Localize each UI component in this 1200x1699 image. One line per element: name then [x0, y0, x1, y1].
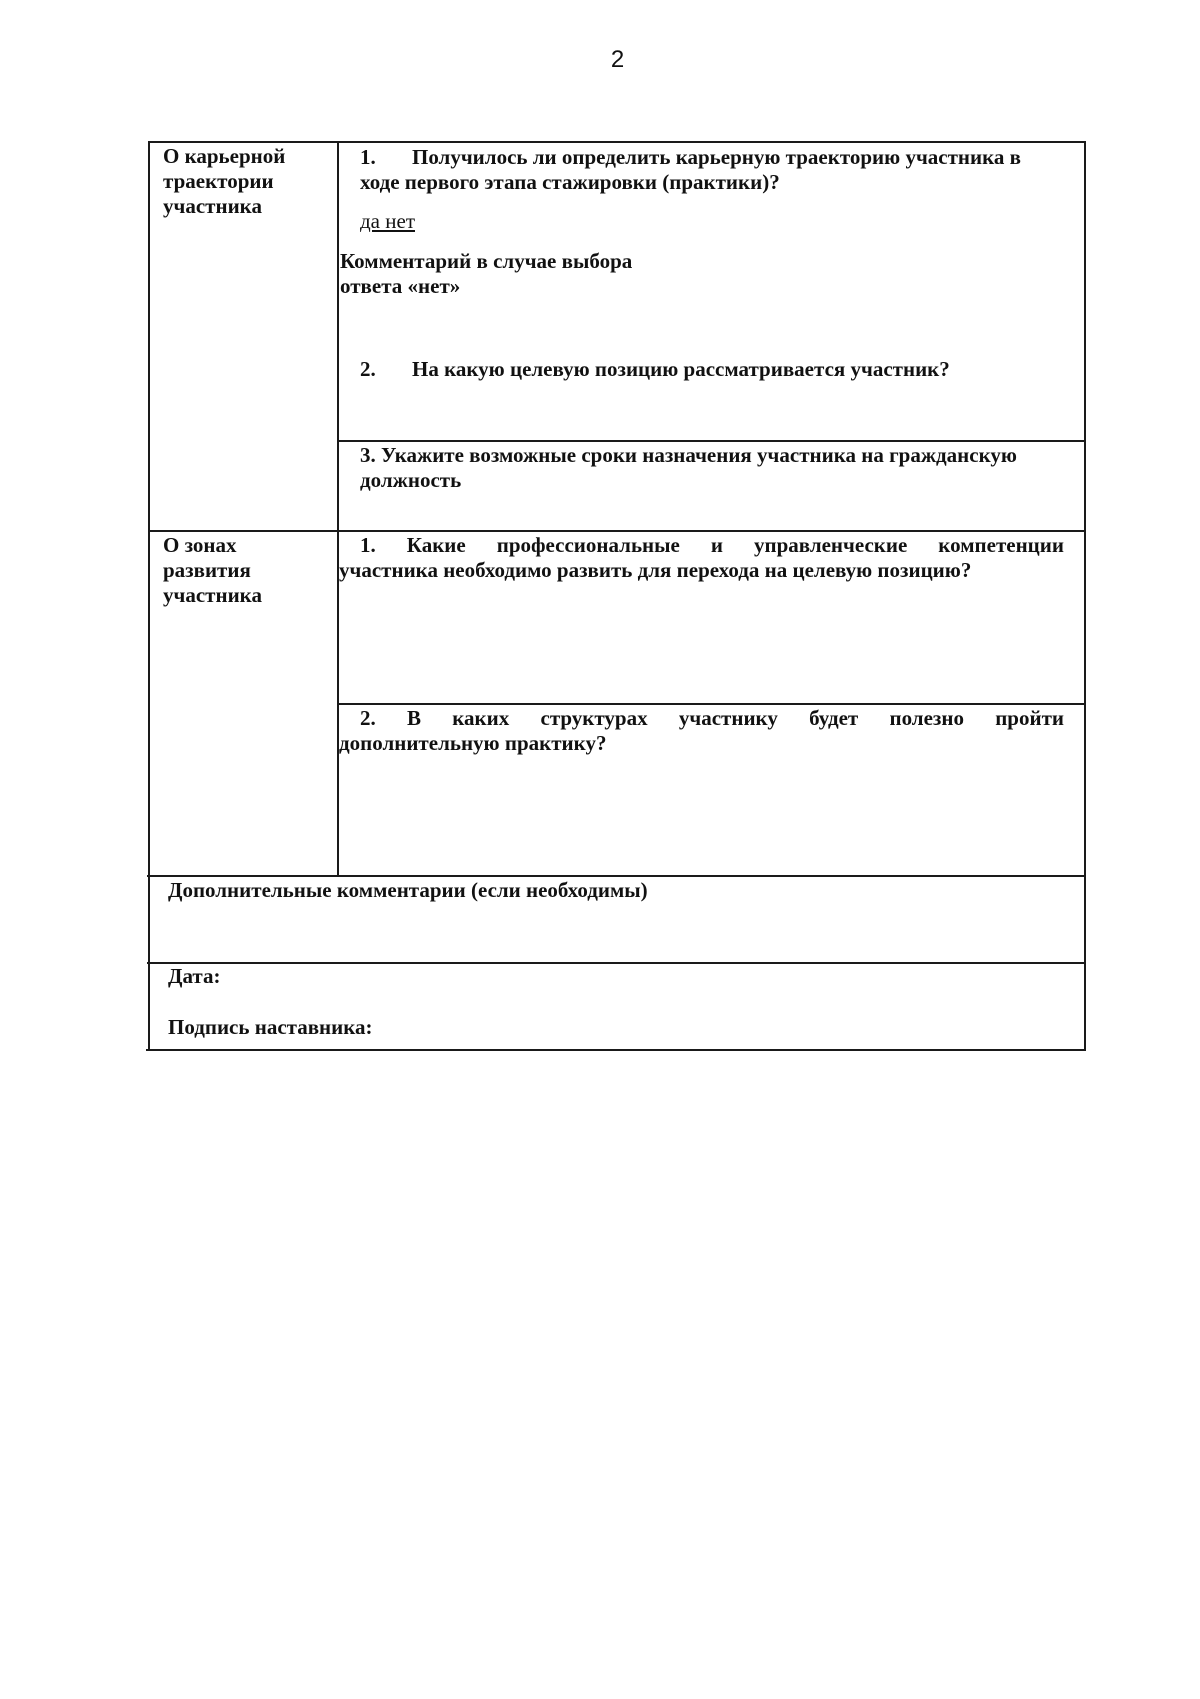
- development-label-line: развития: [163, 558, 251, 582]
- row-divider-comments: [147, 875, 1085, 877]
- page-number: 2: [610, 46, 625, 73]
- question-number: 2.: [360, 357, 376, 381]
- question-text: Получилось ли определить карьерную траекторию участника в: [412, 145, 1021, 169]
- row-divider-q2-q3: [338, 440, 1085, 442]
- row-divider-section: [149, 530, 1085, 532]
- comment-if-no: [340, 249, 632, 299]
- career-label-line: О карьерной: [163, 144, 286, 168]
- comment-line: Комментарий в случае выбора: [340, 249, 633, 273]
- yes-no-options: да нет: [360, 209, 415, 233]
- question-text: дополнительную практику?: [339, 731, 607, 755]
- career-question-3: [360, 443, 1065, 493]
- comment-line: ответа «нет»: [340, 274, 461, 298]
- table-border-top: [149, 141, 1086, 143]
- career-question-2: [360, 357, 950, 382]
- question-text: На какую целевую позицию рассматривается участник?: [412, 357, 950, 381]
- question-text: ходе первого этапа стажировки (практики)?: [360, 170, 780, 194]
- development-question-1: [339, 533, 1064, 583]
- row-divider-dev-q1-q2: [338, 703, 1085, 705]
- development-label-line: О зонах: [163, 533, 237, 557]
- additional-comments-label: Дополнительные комментарии (если необходимы): [168, 878, 648, 902]
- question-text: 2. В каких структурах участнику будет полезно пройти: [360, 706, 1064, 730]
- career-label: [163, 144, 285, 219]
- signature-label: Подпись наставника:: [168, 1015, 373, 1039]
- table-border-bottom: [146, 1049, 1085, 1051]
- development-label-line: участника: [163, 583, 262, 607]
- question-text: 3. Укажите возможные сроки назначения участника на гражданскую: [360, 443, 1017, 467]
- column-divider: [337, 141, 339, 876]
- row-divider-date: [147, 962, 1085, 964]
- career-question-1: [360, 145, 1065, 195]
- development-question-2: [339, 706, 1064, 756]
- question-text: должность: [360, 468, 462, 492]
- question-number: 1.: [360, 145, 376, 169]
- career-label-line: траектории: [163, 169, 274, 193]
- career-label-line: участника: [163, 194, 262, 218]
- table-border-right: [1084, 141, 1086, 1051]
- development-label: [163, 533, 262, 608]
- question-text: участника необходимо развить для перехода на целевую позицию?: [339, 558, 972, 582]
- table-border-left: [148, 141, 150, 1051]
- question-text: 1. Какие профессиональные и управленческие компетенции: [360, 533, 1064, 557]
- date-label: Дата:: [168, 964, 221, 988]
